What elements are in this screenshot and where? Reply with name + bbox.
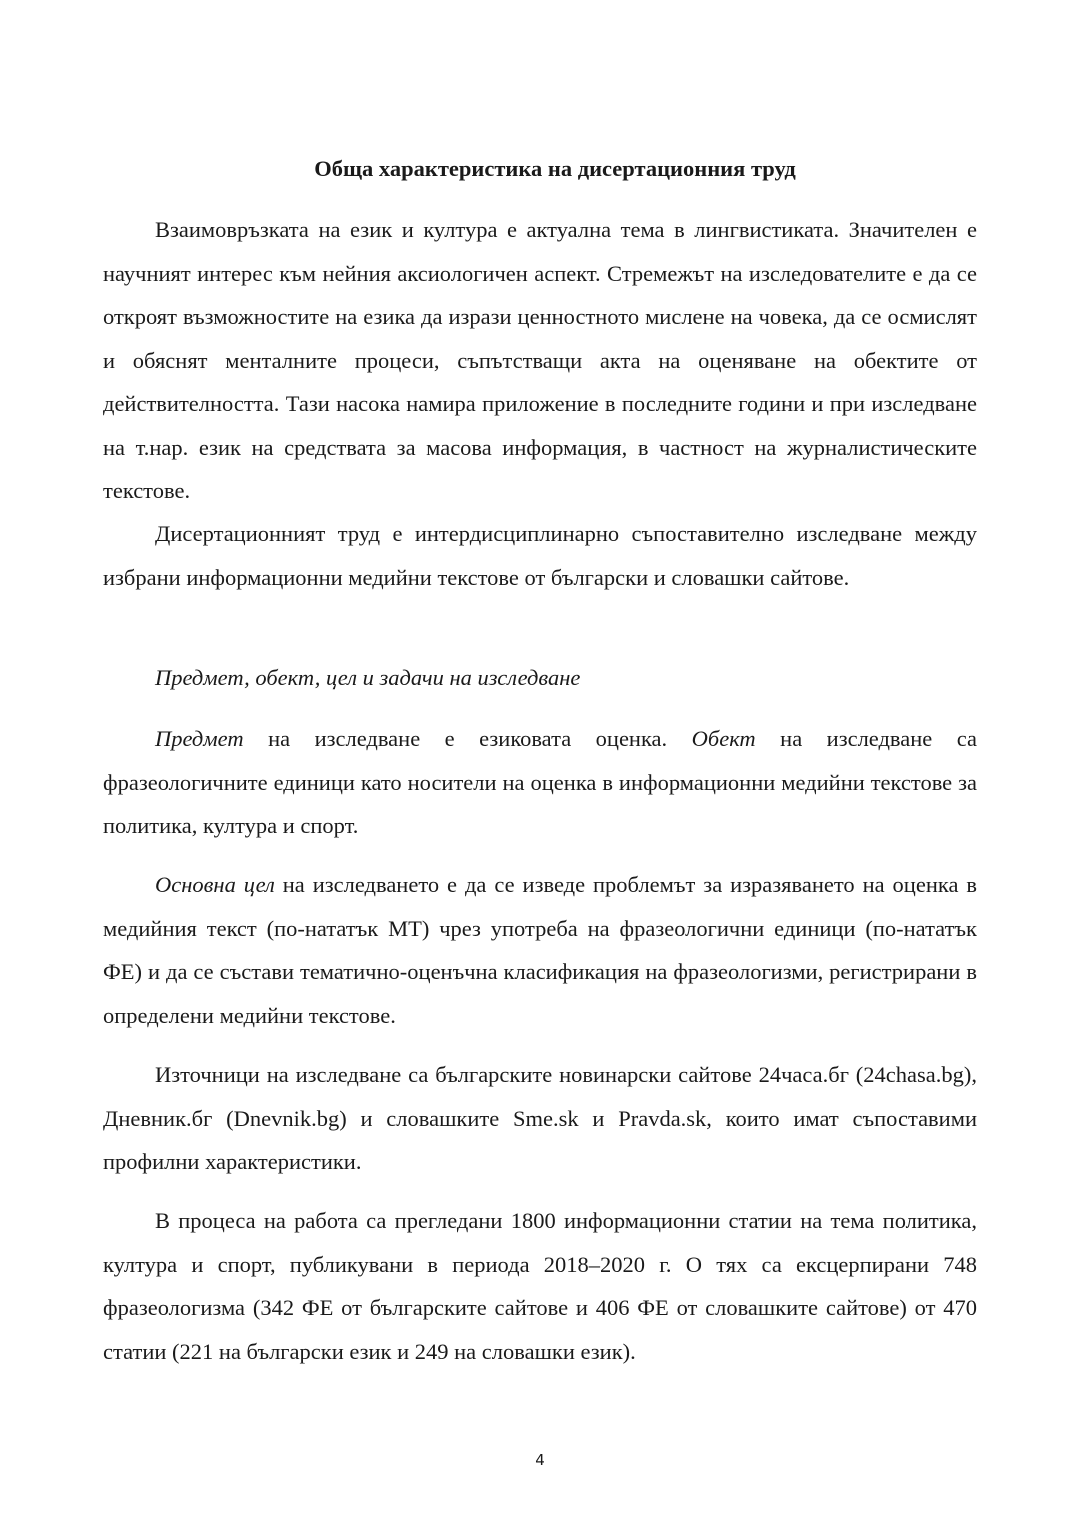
section-heading: Обща характеристика на дисертационния труд (314, 156, 796, 181)
paragraph-goal (103, 863, 977, 1037)
subheading-subject-object: Предмет, обект, цел и задачи на изследване (155, 665, 581, 690)
paragraph-process: В процеса на работа са прегледани 1800 информационни статии на тема политика, култура и спорт, публикувани в периода 2018–2020 г. О тях са ексцерпирани 748 фразеологизма (342 ФЕ от българските сайтове и 406 ФЕ от словашките сайтове) от 470 статии (221 на български език и 249 на словашки език). (103, 1208, 977, 1364)
term-object: Обект (691, 726, 756, 751)
paragraph-dissertation: Дисертационният труд е интердисциплинарно съпоставително изследване между избрани информационни медийни текстове от български и словашки сайтове. (103, 521, 977, 590)
term-subject: Предмет (155, 726, 244, 751)
paragraph-intro: Взаимовръзката на език и култура е актуална тема в лингвистиката. Значителен е научният интерес към нейния аксиологичен аспект. Стремежът на изследователите е да се откроят възможностите на езика да изрази ценностното мислене на човека, да се осмислят и обяснят менталните процеси, съпътстващи акта на оценяване на обектите от действителността. Тази насока намира приложение в последните години и при изследване на т.нар. език на средствата за масова информация, в частност на журналистическите текстове. (103, 217, 977, 503)
paragraph-subject-object (103, 717, 977, 848)
page-number: 4 (535, 1451, 545, 1469)
term-goal: Основна цел (155, 872, 275, 897)
goal-text: на изследването е да се изведе проблемът за изразяването на оценка в медийния текст (по-нататък МТ) чрез употреба на фразеологични единици (по-нататък ФЕ) и да се състави тематично-оценъчна класификация на фразеологизми, регистрирани в определени медийни текстове. (103, 872, 977, 1028)
paragraph-sources: Източници на изследване са българските новинарски сайтове 24часа.бг (24chasa.bg), Дневник.бг (Dnevnik.bg) и словашките Sme.sk и Pravda.sk, които имат съпоставими профилни характеристики. (103, 1062, 977, 1174)
subject-text: на изследване е езиковата оценка. (243, 726, 692, 751)
object-text: на изследване са фразеологичните единици като носители на оценка в информационни медийни текстове за политика, култура и спорт. (103, 726, 977, 838)
